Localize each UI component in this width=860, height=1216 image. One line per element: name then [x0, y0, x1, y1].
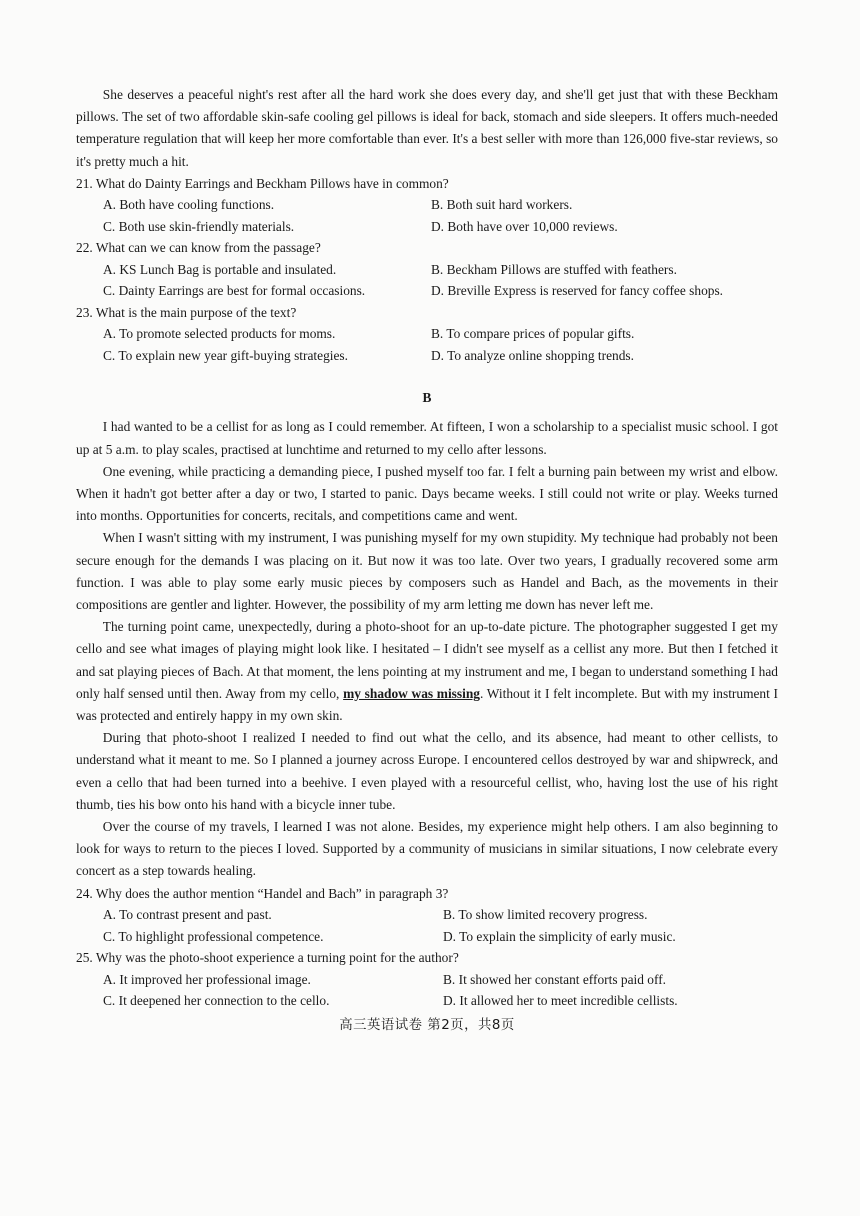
option-c: C. Both use skin-friendly materials.: [103, 218, 295, 234]
option-a: A. To promote selected products for moms.: [103, 326, 336, 342]
question-25: [76, 947, 778, 1012]
question-22: [76, 237, 778, 302]
option-b: B. Both suit hard workers.: [431, 197, 573, 213]
passage-paragraph-4: [76, 616, 778, 727]
option-a: A. It improved her professional image.: [103, 971, 311, 987]
option-d: D. To analyze online shopping trends.: [431, 347, 634, 363]
option-d: D. To explain the simplicity of early music.: [443, 928, 676, 944]
passage-paragraph-6: Over the course of my travels, I learned I was not alone. Besides, my experience might help others. I am also beginning to look for ways to return to the pieces I loved. Supported by a community of musicians in similar situations, I now celebrate every concert as a step towards healing.: [76, 818, 778, 879]
option-a: A. KS Lunch Bag is portable and insulated.: [103, 261, 337, 277]
options-grid: [76, 323, 778, 366]
options-grid: [76, 969, 778, 1012]
options-grid: [76, 259, 778, 302]
passage-paragraph-3: When I wasn't sitting with my instrument, I was punishing myself for my own stupidity. My technique had probably not been secure enough for the demands I was placing on it. But now it was too late. Over two years, I gradually recovered some arm function. I was able to play some early music pieces by composers such as Handel and Bach, as the movements in their compositions are gentler and lighter. However, the possibility of my arm letting me down has never left me.: [76, 530, 778, 612]
page-footer: 高三英语试卷 第2页，共8页: [339, 1017, 515, 1033]
option-d: D. Breville Express is reserved for fancy coffee shops.: [431, 283, 724, 299]
question-stem: 25. Why was the photo-shoot experience a turning point for the author?: [76, 950, 459, 966]
question-23: [76, 302, 778, 367]
question-24: [76, 883, 778, 948]
option-a: A. To contrast present and past.: [103, 907, 272, 923]
option-c: C. To explain new year gift-buying strategies.: [103, 347, 348, 363]
passage-paragraph-5: During that photo-shoot I realized I needed to find out what the cello, and its absence, had meant to other cellists, to understand what it meant to me. So I planned a journey across Europe. I encountered cellos destroyed by war and shipwreck, and even a cello that had been turned into a beehive. I even played with a resourceful cellist, who, having lost the use of his right thumb, ties his bow onto his hand with a bicycle inner tube.: [76, 730, 778, 812]
option-b: B. To show limited recovery progress.: [443, 907, 648, 923]
question-stem: 24. Why does the author mention “Handel and Bach” in paragraph 3?: [76, 885, 449, 901]
option-c: C. Dainty Earrings are best for formal occasions.: [103, 283, 366, 299]
options-grid: [76, 904, 778, 947]
section-heading: B: [422, 390, 432, 406]
intro-paragraph: She deserves a peaceful night's rest after all the hard work she does every day, and she'll get just that with these Beckham pillows. The set of two affordable skin-safe cooling gel pillows is ideal for back, stomach and side sleepers. It offers much-needed temperature regulation that will keep her more comfortable than ever. It's a best seller with more than 126,000 five-star reviews, so it's pretty much a hit.: [76, 87, 778, 169]
question-stem: 23. What is the main purpose of the text?: [76, 304, 297, 320]
option-b: B. To compare prices of popular gifts.: [431, 326, 635, 342]
option-b: B. It showed her constant efforts paid off.: [443, 971, 667, 987]
passage-paragraph-1: I had wanted to be a cellist for as long as I could remember. At fifteen, I won a scholarship to a specialist music school. I got up at 5 a.m. to play scales, practised at lunchtime and returned to my cello after lessons.: [76, 419, 778, 457]
option-d: D. It allowed her to meet incredible cellists.: [443, 993, 678, 1009]
option-b: B. Beckham Pillows are stuffed with feathers.: [431, 261, 677, 277]
option-c: C. To highlight professional competence.: [103, 928, 324, 944]
question-stem: 22. What can we can know from the passage?: [76, 240, 321, 256]
passage-paragraph-2: One evening, while practicing a demanding piece, I pushed myself too far. I felt a burning pain between my wrist and elbow. When it hadn't got better after a day or two, I started to panic. Days became weeks. I still could not write or play. Weeks turned into months. Opportunities for concerts, recitals, and competitions came and went.: [76, 463, 778, 524]
option-a: A. Both have cooling functions.: [103, 197, 275, 213]
paragraph-4-text-end: . Without it I felt incomplete. But with my instrument I was protected and entirely happy in my own skin.: [76, 685, 779, 723]
option-c: C. It deepened her connection to the cello.: [103, 993, 330, 1009]
options-grid: [76, 194, 778, 237]
question-21: [76, 173, 778, 238]
paragraph-4-text-start: The turning point came, unexpectedly, during a photo-shoot for an up-to-date picture. The photographer suggested I get my cello and see what images of playing might look like. I hesitated – I didn't see myself as a cellist any more. But then I fetched it and sat playing pieces of Bach. At that moment, the lens pointing at my instrument and me, I began to understand something I had only half sensed until then. Away from my cello,: [76, 619, 778, 701]
question-stem: 21. What do Dainty Earrings and Beckham Pillows have in common?: [76, 175, 449, 191]
underlined-phrase: my shadow was missing: [343, 685, 480, 701]
option-d: D. Both have over 10,000 reviews.: [431, 218, 618, 234]
